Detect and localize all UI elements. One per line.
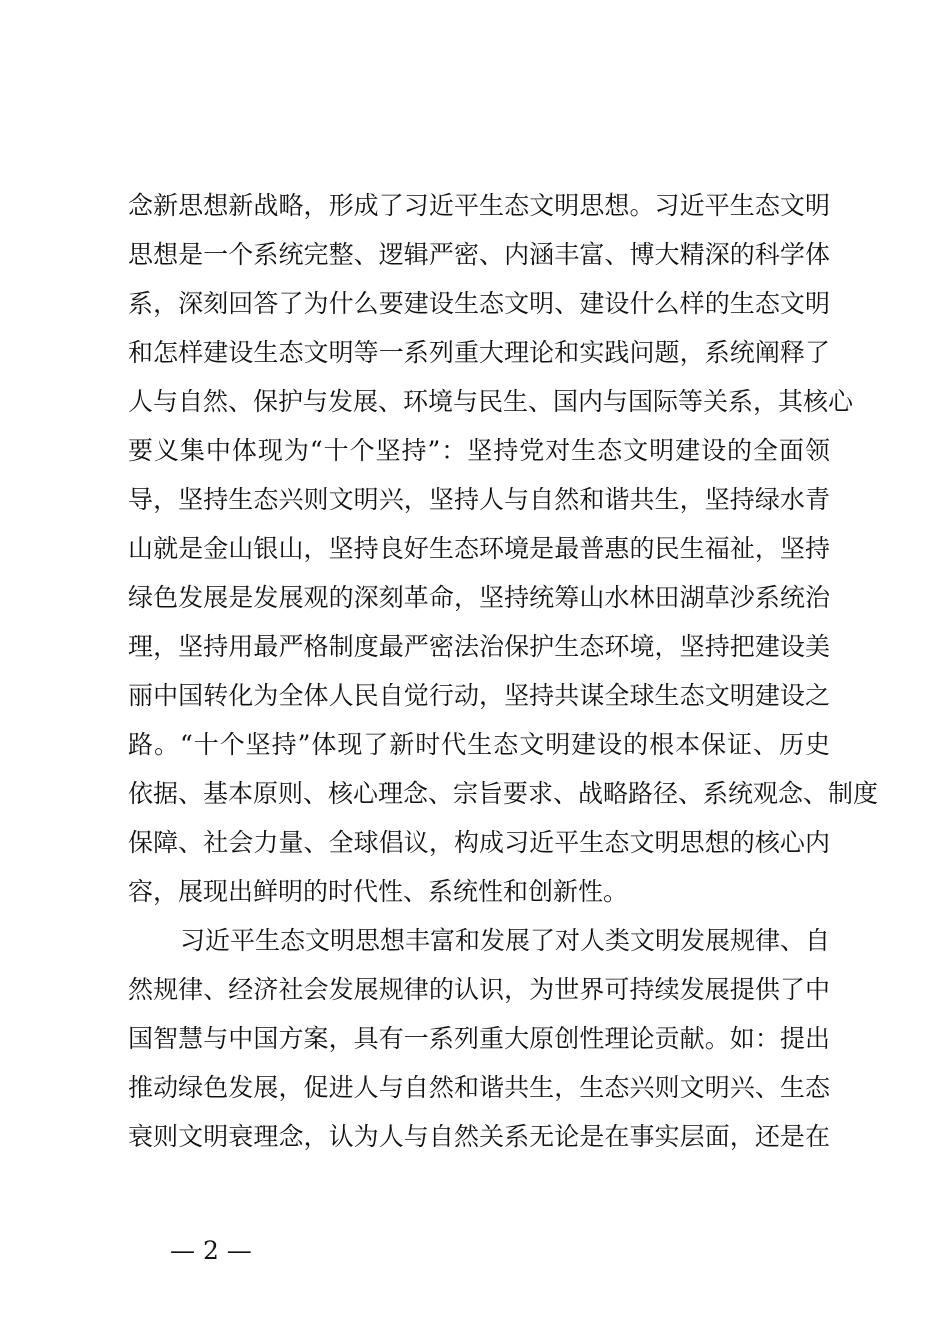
text-line: 衰则文明衰理念，认为人与自然关系无论是在事实层面，还是在 bbox=[128, 1122, 830, 1151]
text-line: 保障、社会力量、全球倡议，构成习近平生态文明思想的核心内 bbox=[128, 828, 830, 857]
text-line: 系，深刻回答了为什么要建设生态文明、建设什么样的生态文明 bbox=[128, 289, 830, 318]
text-line: 依据、基本原则、核心理念、宗旨要求、战略路径、系统观念、制度 bbox=[128, 779, 879, 808]
text-line: 理，坚持用最严格制度最严密法治保护生态环境，坚持把建设美 bbox=[128, 632, 830, 661]
text-line: 国智慧与中国方案，具有一系列重大原创性理论贡献。如：提出 bbox=[128, 1024, 830, 1053]
text-line: 山就是金山银山，坚持良好生态环境是最普惠的民生福祉，坚持 bbox=[128, 534, 830, 563]
text-line: 人与自然、保护与发展、环境与民生、国内与国际等关系，其核心 bbox=[128, 387, 854, 416]
text-line: 要义集中体现为“十个坚持”：坚持党对生态文明建设的全面领 bbox=[128, 436, 830, 465]
text-line: 绿色发展是发展观的深刻革命，坚持统筹山水林田湖草沙系统治 bbox=[128, 583, 830, 612]
text-line: 然规律、经济社会发展规律的认识，为世界可持续发展提供了中 bbox=[128, 975, 830, 1004]
text-line: 容，展现出鲜明的时代性、系统性和创新性。 bbox=[128, 877, 629, 906]
text-line: 丽中国转化为全体人民自觉行动，坚持共谋全球生态文明建设之 bbox=[128, 681, 830, 710]
text-line: 习近平生态文明思想丰富和发展了对人类文明发展规律、自 bbox=[180, 926, 831, 955]
text-line: 念新思想新战略，形成了习近平生态文明思想。习近平生态文明 bbox=[128, 191, 830, 220]
text-line: 思想是一个系统完整、逻辑严密、内涵丰富、博大精深的科学体 bbox=[128, 240, 830, 269]
text-line: 路。“十个坚持”体现了新时代生态文明建设的根本保证、历史 bbox=[128, 730, 830, 759]
text-line: 导，坚持生态兴则文明兴，坚持人与自然和谐共生，坚持绿水青 bbox=[128, 485, 830, 514]
text-line: 推动绿色发展，促进人与自然和谐共生，生态兴则文明兴、生态 bbox=[128, 1073, 830, 1102]
page-number: — 2 — bbox=[170, 1236, 252, 1265]
text-line: 和怎样建设生态文明等一系列重大理论和实践问题，系统阐释了 bbox=[128, 338, 830, 367]
